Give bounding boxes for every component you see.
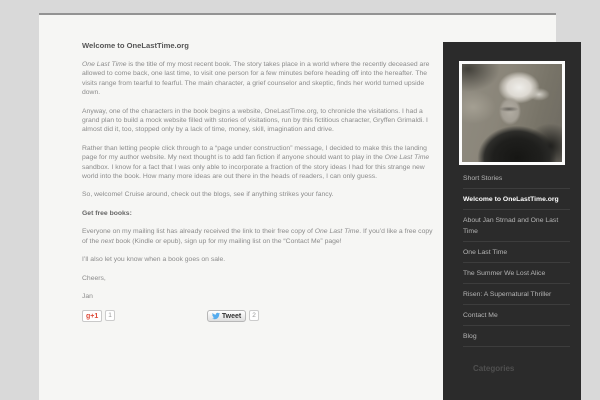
sidebar-item-risen-a-supernatural-thriller[interactable]: Risen: A Supernatural Thriller [463,284,570,305]
paragraph: Jan [82,292,93,300]
paragraph: I’ll also let you know when a book goes on sale. [82,256,226,264]
paragraph: Everyone on my mailing list has already received the link to their free copy of One Last Time. If you’d like a free copy of the next book (Kindle or epub), sign up for my mailing list on the “Contact Me” page! [82,228,433,245]
article [82,41,434,322]
categories-heading: Categories [473,364,515,373]
article-body [82,60,434,301]
paragraph: One Last Time is the title of my most recent book. The story takes place in a world where the recently deceased are allowed to come back, one last time, to visit one person for a few minutes before heading off into the hereafter. The visits range from tearful to fearful. The main character, a grief counselor and skeptic, finds her world turned upside down. [82,61,430,97]
tweet-button[interactable] [207,310,246,322]
sidebar-item-the-summer-we-lost-alice[interactable]: The Summer We Lost Alice [463,263,570,284]
sidebar-item-one-last-time[interactable]: One Last Time [463,242,570,263]
gplus-widget [82,310,115,322]
sidebar [443,42,581,400]
gplus-icon: g+1 [86,312,99,320]
paragraph: Cheers, [82,274,106,282]
tweet-widget [207,310,259,322]
author-portrait-image [462,64,562,162]
page-title: Welcome to OneLastTime.org [82,41,189,50]
paragraph: Anyway, one of the characters in the book begins a website, OneLastTime.org, to chronicle the visitations. I had a grand plan to build a mock website filled with stories of visitations, run by this fictitious character, Gryffen Grimaldi. I almost did it, too, stopped only by a lack of time, money, skill, imagination and drive. [82,107,428,134]
sidebar-item-short-stories[interactable]: Short Stories [463,168,570,189]
twitter-bird-icon [212,312,220,320]
tweet-button-label: Tweet [221,312,242,320]
tweet-count-badge[interactable]: 2 [249,310,259,321]
sidebar-item-contact-me[interactable]: Contact Me [463,305,570,326]
paragraph: Rather than letting people click through to a “page under construction” message, I decided to make this the landing page for my author website. My next thought is to add fan fiction if anyone should want to play in the One Last Time sandbox. I know for a fact that I was only able to incorporate a fraction of the story ideas I had for this strange new world into the book. How many more ideas are out there in the heads of readers, I can only guess. [82,144,430,181]
paragraph: So, welcome! Cruise around, check out the blogs, see if anything strikes your fancy. [82,191,334,199]
sidebar-item-blog[interactable]: Blog [463,326,570,347]
gplus-button[interactable] [82,310,102,322]
paragraph: Get free books: [82,209,132,217]
sidebar-item-welcome-to-onelasttime-org[interactable]: Welcome to OneLastTime.org [463,189,570,210]
sidebar-nav [463,168,570,347]
author-photo-frame [459,61,565,165]
sidebar-item-about-jan-strnad-and-one-last-time[interactable]: About Jan Strnad and One Last Time [463,210,570,242]
gplus-count-badge[interactable]: 1 [105,310,115,321]
share-buttons-row [82,310,434,322]
